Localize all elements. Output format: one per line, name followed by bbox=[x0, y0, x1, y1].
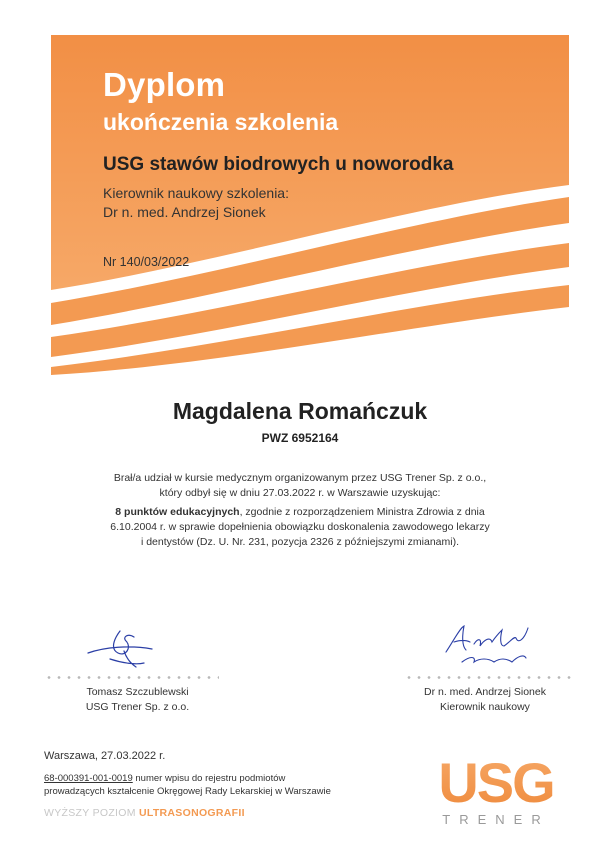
diploma-subtitle: ukończenia szkolenia bbox=[103, 109, 339, 135]
participation-line-2: który odbył się w dniu 27.03.2022 r. w Warszawie uzyskując: bbox=[159, 487, 441, 499]
logo-letters: USG bbox=[438, 752, 554, 814]
logo-word: TRENER bbox=[442, 812, 550, 827]
signature-line-right bbox=[404, 676, 574, 679]
left-signatory-name: Tomasz Szczublewski bbox=[86, 686, 189, 698]
right-signature-text: Andrzej Sionek bbox=[492, 668, 499, 669]
participation-text bbox=[100, 471, 500, 501]
right-signature-icon bbox=[440, 618, 545, 670]
left-signature-icon bbox=[80, 625, 160, 670]
recipient-name: Magdalena Romańczuk bbox=[172, 398, 428, 424]
signature-line-left bbox=[44, 676, 219, 679]
scientific-manager-name: Dr n. med. Andrzej Sionek bbox=[103, 204, 266, 220]
issue-date-place: Warszawa, 27.03.2022 r. bbox=[44, 750, 166, 762]
registry-line-2: prowadzących kształcenie Okręgowej Rady Lekarskiej w Warszawie bbox=[44, 786, 331, 797]
left-signatory-org: USG Trener Sp. z o.o. bbox=[85, 701, 190, 713]
registry-text-1: numer wpisu do rejestru podmiotów bbox=[132, 773, 286, 784]
certificate-number: Nr 140/03/2022 bbox=[103, 255, 190, 269]
education-points-bold: 8 punktów edukacyjnych bbox=[115, 506, 240, 518]
usg-trener-logo bbox=[430, 752, 562, 830]
diploma-title: Dyplom bbox=[103, 66, 226, 103]
scientific-manager-label: Kierownik naukowy szkolenia: bbox=[103, 185, 289, 201]
tagline-light: WYŻSZY POZIOM bbox=[44, 807, 140, 819]
education-points-line-3: i dentystów (Dz. U. Nr. 231, pozycja 2326 z późniejszymi zmianami). bbox=[140, 536, 460, 548]
recipient-pwz: PWZ 6952164 bbox=[261, 431, 339, 445]
tagline bbox=[44, 807, 245, 819]
tagline-orange: ULTRASONOGRAFII bbox=[139, 807, 245, 819]
right-signatory-name: Dr n. med. Andrzej Sionek bbox=[424, 686, 546, 698]
participation-line-1: Brał/a udział w kursie medycznym organizowanym przez USG Trener Sp. z o.o., bbox=[113, 472, 487, 484]
course-name: USG stawów biodrowych u noworodka bbox=[103, 154, 454, 175]
education-points-line-2: 6.10.2004 r. w sprawie dopełnienia obowiązku doskonalenia zawodowego lekarzy bbox=[110, 521, 490, 533]
registry-number: 68-000391-001-0019 bbox=[44, 773, 133, 784]
education-points-text bbox=[100, 505, 500, 550]
right-signatory-role: Kierownik naukowy bbox=[440, 701, 530, 713]
education-points-rest: , zgodnie z rozporządzeniem Ministra Zdrowia z dnia bbox=[239, 506, 485, 518]
registry-line-1 bbox=[44, 773, 285, 784]
